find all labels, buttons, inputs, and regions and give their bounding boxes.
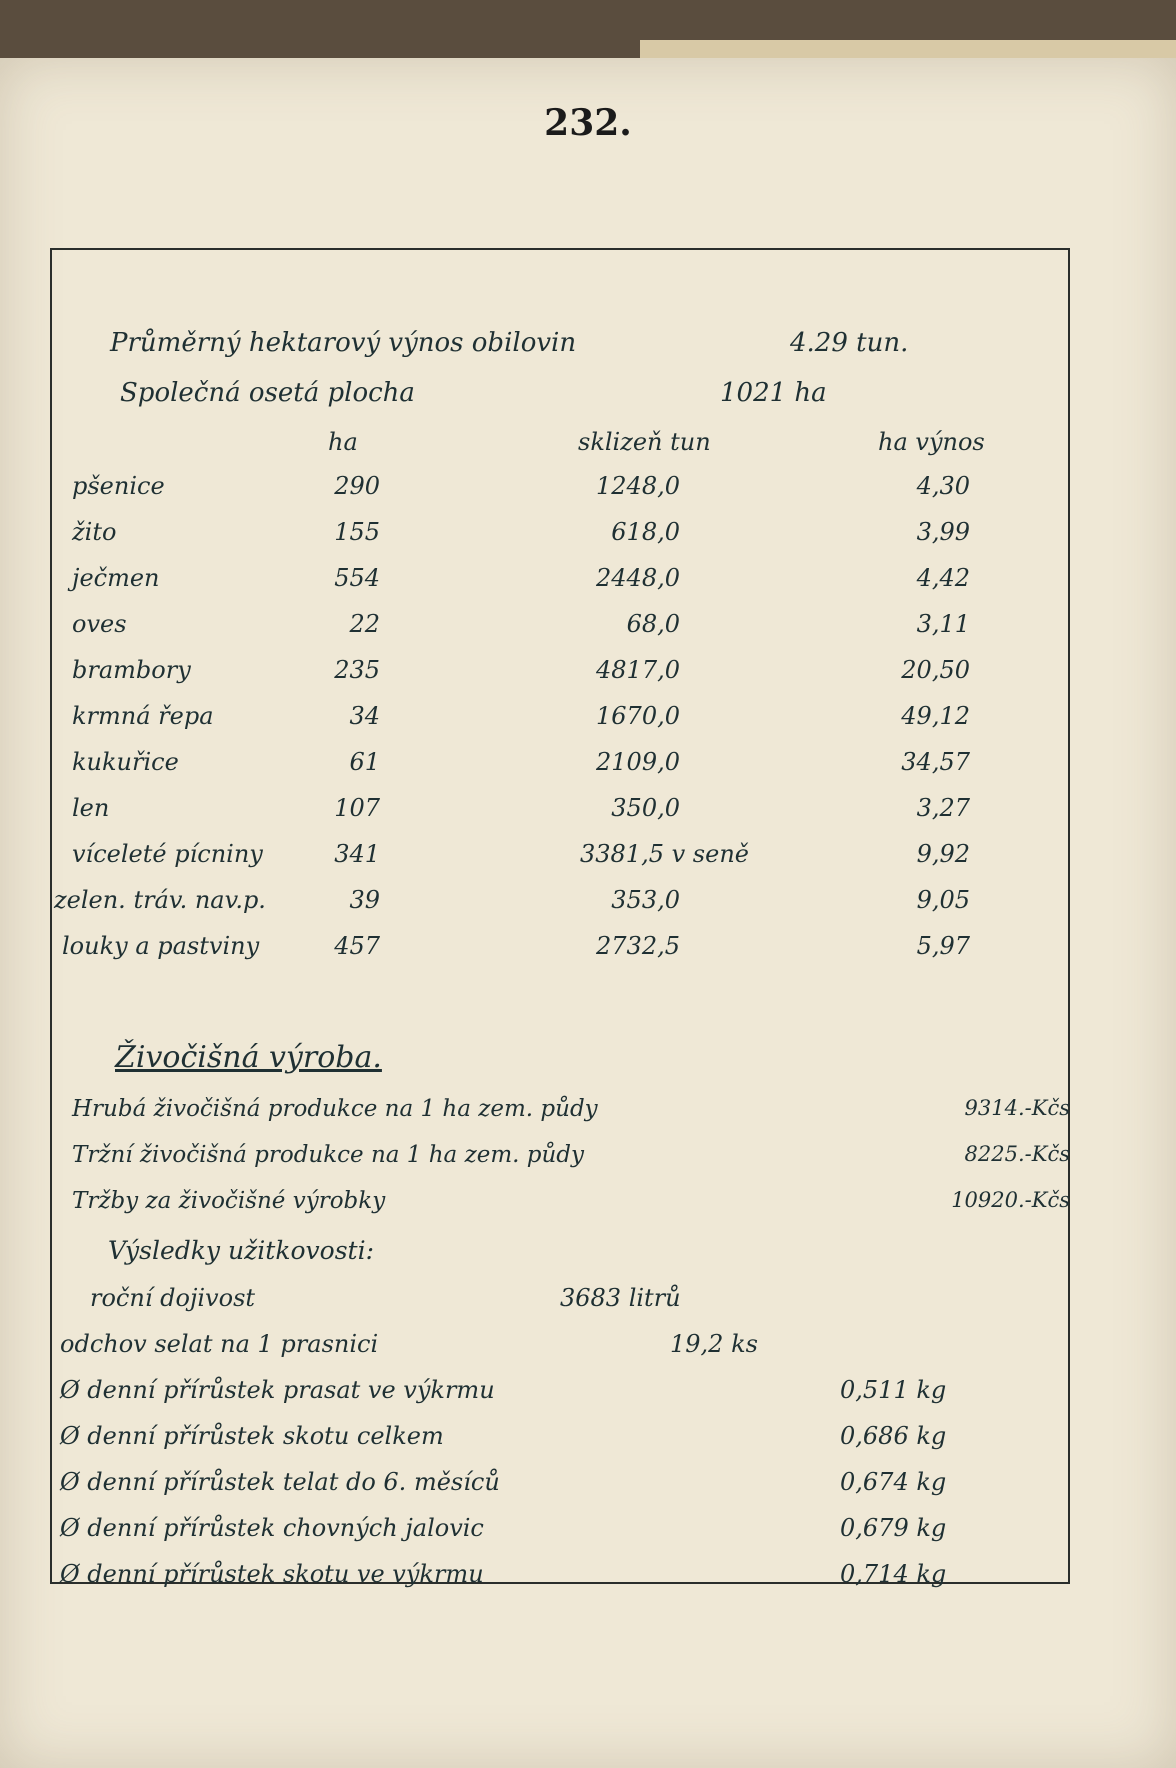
avg-yield-label: Průměrný hektarový výnos obilovin (110, 328, 577, 358)
crop-harvest: 2732,5 (596, 932, 680, 960)
crop-ha: 554 (334, 564, 380, 592)
crop-name: ječmen (72, 564, 160, 592)
crop-ha: 457 (334, 932, 380, 960)
crop-yield: 3,11 (916, 610, 970, 638)
livestock-line: Tržby za živočišné výrobky (72, 1188, 386, 1214)
crop-harvest: 68,0 (626, 610, 680, 638)
crop-ha: 341 (334, 840, 380, 868)
crop-name: kukuřice (72, 748, 179, 776)
sown-area-value: 1021 ha (720, 378, 827, 408)
crop-harvest: 2448,0 (596, 564, 680, 592)
crop-yield: 5,97 (916, 932, 970, 960)
crop-harvest: 2109,0 (596, 748, 680, 776)
crop-harvest: 350,0 (611, 794, 680, 822)
crop-ha: 34 (349, 702, 380, 730)
crop-yield: 4,42 (916, 564, 970, 592)
crop-ha: 39 (349, 886, 380, 914)
crop-name: zelen. tráv. nav.p. (54, 886, 266, 914)
avg-yield-value: 4.29 tun. (790, 328, 909, 358)
crop-harvest: 3381,5 v seně (580, 840, 749, 868)
crop-yield: 34,57 (901, 748, 970, 776)
livestock-line-value: 9314.-Kčs (964, 1096, 1070, 1120)
livestock-section-title: Živočišná výroba. (115, 1040, 382, 1075)
column-header-ha: ha (328, 428, 358, 456)
crop-yield: 3,99 (916, 518, 970, 546)
crop-name: víceleté pícniny (72, 840, 263, 868)
crop-name: žito (72, 518, 117, 546)
page-number: 232. (544, 102, 632, 144)
crop-harvest: 353,0 (611, 886, 680, 914)
livestock-line: Tržní živočišná produkce na 1 ha zem. půdy (72, 1142, 584, 1168)
result-value: 0,686 kg (840, 1422, 947, 1450)
crop-ha: 235 (334, 656, 380, 684)
crop-name: brambory (72, 656, 191, 684)
result-line: Ø denní přírůstek skotu celkem (60, 1422, 444, 1450)
crop-name: krmná řepa (72, 702, 214, 730)
crop-yield: 20,50 (901, 656, 970, 684)
result-value: 0,714 kg (840, 1560, 947, 1588)
result-value: 3683 litrů (560, 1284, 681, 1312)
crop-yield: 9,92 (916, 840, 970, 868)
results-heading: Výsledky užitkovosti: (108, 1236, 374, 1265)
livestock-line-value: 10920.-Kčs (951, 1188, 1070, 1212)
column-header-harvest: sklizeň tun (578, 428, 711, 456)
result-value: 0,674 kg (840, 1468, 947, 1496)
crop-ha: 155 (334, 518, 380, 546)
crop-harvest: 4817,0 (596, 656, 680, 684)
crop-ha: 107 (334, 794, 380, 822)
sown-area-label: Společná osetá plocha (120, 378, 415, 408)
crop-yield: 49,12 (901, 702, 970, 730)
crop-ha: 22 (349, 610, 380, 638)
crop-ha: 61 (349, 748, 380, 776)
result-line: Ø denní přírůstek prasat ve výkrmu (60, 1376, 495, 1404)
result-line: Ø denní přírůstek telat do 6. měsíců (60, 1468, 500, 1496)
result-line: Ø denní přírůstek skotu ve výkrmu (60, 1560, 484, 1588)
crop-ha: 290 (334, 472, 380, 500)
crop-harvest: 618,0 (611, 518, 680, 546)
result-value: 0,511 kg (840, 1376, 947, 1404)
crop-name: pšenice (72, 472, 165, 500)
livestock-line-value: 8225.-Kčs (964, 1142, 1070, 1166)
crop-name: oves (72, 610, 127, 638)
column-header-yield: ha výnos (878, 428, 985, 456)
result-line: odchov selat na 1 prasnici (60, 1330, 379, 1358)
livestock-line: Hrubá živočišná produkce na 1 ha zem. půdy (72, 1096, 598, 1122)
crop-name: louky a pastviny (62, 932, 260, 960)
crop-yield: 3,27 (916, 794, 970, 822)
result-line: Ø denní přírůstek chovných jalovic (60, 1514, 484, 1542)
crop-harvest: 1248,0 (596, 472, 680, 500)
crop-harvest: 1670,0 (596, 702, 680, 730)
crop-yield: 4,30 (916, 472, 970, 500)
crop-name: len (72, 794, 110, 822)
result-line: roční dojivost (90, 1284, 256, 1312)
crop-yield: 9,05 (916, 886, 970, 914)
result-value: 0,679 kg (840, 1514, 947, 1542)
result-value: 19,2 ks (670, 1330, 758, 1358)
